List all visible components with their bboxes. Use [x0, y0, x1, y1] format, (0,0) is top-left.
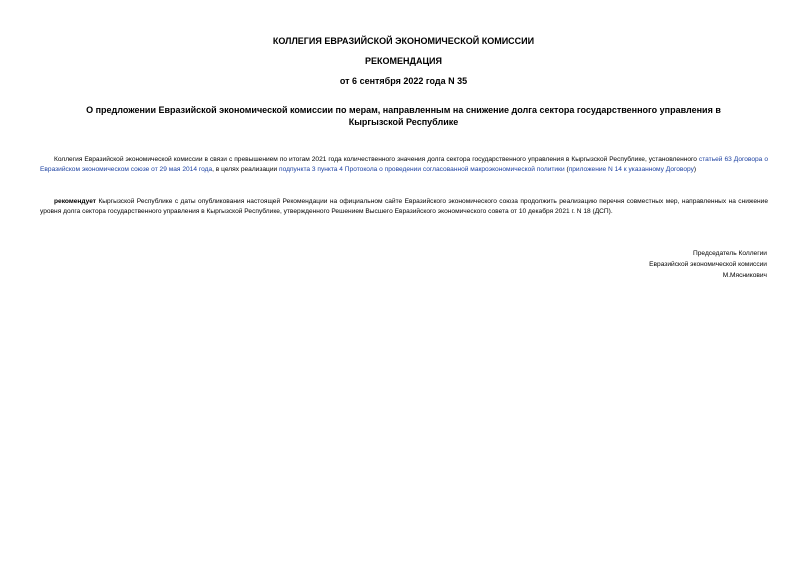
issuing-organization-title: КОЛЛЕГИЯ ЕВРАЗИЙСКОЙ ЭКОНОМИЧЕСКОЙ КОМИССИИ — [272, 36, 535, 46]
treaty-article-63-link[interactable]: статьей 63 Договора о Евразийском экономическом союзе от 29 мая 2014 года — [40, 156, 768, 173]
document-type-title: РЕКОМЕНДАЦИЯ — [365, 56, 442, 66]
treaty-annex-14-link[interactable]: приложение N 14 к указанному Договору — [568, 166, 694, 173]
signatory-position-line2: Евразийской экономической комиссии — [649, 261, 767, 268]
preamble-text-start: Коллегия Евразийской экономической комиссии в связи с превышением по итогам 2021 года количественного значения долга сектора государственного управления в Кыргызской Республике, установленного — [54, 156, 699, 163]
signatory-name: М.Мясникович — [722, 272, 767, 279]
recommendation-text: Кыргызской Республике с даты опубликования настоящей Рекомендации на официальном сайте Евразийского экономического союза продолжить реализацию перечня совместных мер, направленных на снижение уровня долга сектора государственного управления в Кыргызской Республике, утвержденного Решением Высшего Евразийского экономического совета от 10 декабря 2021 г. N 18 (ДСП). — [40, 198, 768, 215]
preamble-paren-open: ( — [564, 166, 569, 173]
signature-block — [649, 248, 767, 281]
recommends-keyword: рекомендует — [54, 198, 97, 205]
preamble-paren-close: ) — [693, 166, 697, 173]
paragraph-recommendation — [40, 197, 768, 217]
signatory-position-line1: Председатель Коллегии — [693, 250, 767, 257]
preamble-text-middle: , в целях реализации — [212, 166, 280, 173]
document-subject-heading: О предложении Евразийской экономической комиссии по мерам, направленным на снижение долга сектора государственного управления в Кыргызской Республике — [86, 105, 721, 127]
protocol-subparagraph-link[interactable]: подпункта 3 пункта 4 Протокола о проведении согласованной макроэкономической политики — [279, 166, 565, 173]
paragraph-preamble — [40, 155, 768, 175]
document-date-number: от 6 сентября 2022 года N 35 — [339, 76, 468, 86]
